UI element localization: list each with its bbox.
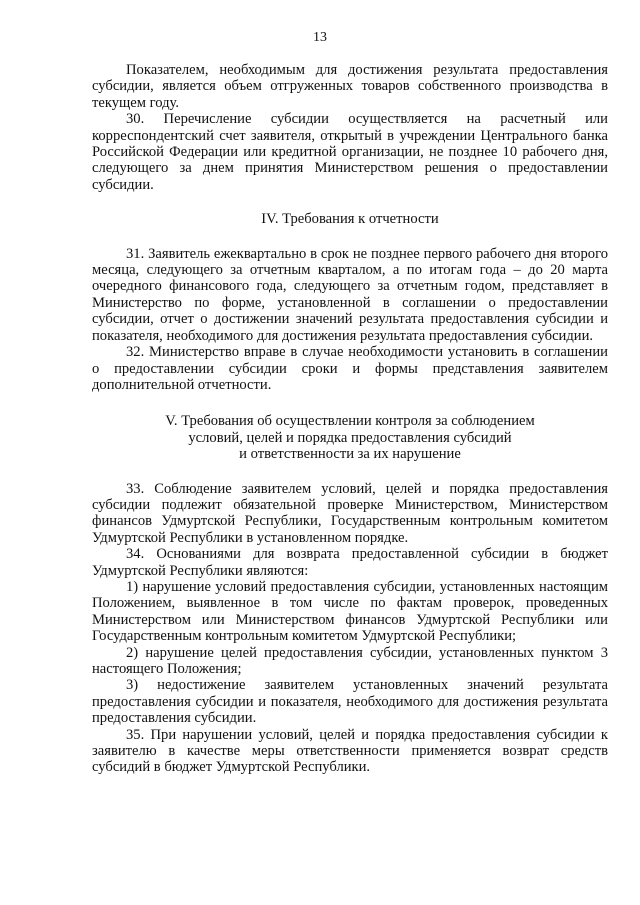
page-number: 13	[313, 30, 327, 45]
section-5-heading-line-3: и ответственности за их нарушение	[239, 446, 461, 463]
paragraph-33: 33. Соблюдение заявителем условий, целей и порядка предоставления субсидии подлежит обязательной проверке Министерством, Министерством финансов Удмуртской Республики, Государственным контрольным комитетом Удмуртской Республики в установленном порядке.	[92, 480, 608, 546]
paragraph-31: 31. Заявитель ежеквартально в срок не позднее первого рабочего дня второго месяца, следующего за отчетным кварталом, а по итогам года – до 20 марта очередного финансового года, следующего за отчетным годом, представляет в Министерство по форме, установленной в соглашении о предоставлении субсидии, отчет о достижении значений результата предоставления субсидии и показателя, необходимого для достижения результата предоставления субсидии.	[92, 245, 608, 344]
paragraph-34-item-3: 3) недостижение заявителем установленных значений результата предоставления субсидии и показателя, необходимого для достижения результата предоставления субсидии.	[92, 677, 608, 727]
paragraph-34-item-2: 2) нарушение целей предоставления субсидии, установленных пунктом 3 настоящего Положения;	[92, 644, 608, 677]
section-5-heading-line-1: V. Требования об осуществлении контроля за соблюдением	[165, 413, 535, 430]
paragraph-32: 32. Министерство вправе в случае необходимости установить в соглашении о предоставлении субсидии сроки и формы представления заявителем дополнительной отчетности.	[92, 344, 608, 393]
paragraph-34-item-1: 1) нарушение условий предоставления субсидии, установленных настоящим Положением, выявленное в том числе по фактам проверок, проведенных Министерством или Министерством финансов Удмуртской Республики или Государственным контрольным комитетом Удмуртской Республики;	[92, 578, 608, 645]
paragraph-35: 35. При нарушении условий, целей и порядка предоставления субсидии к заявителю в качестве меры ответственности применяется возврат средств субсидий в бюджет Удмуртской Республики.	[92, 726, 608, 776]
section-5-heading-line-2: условий, целей и порядка предоставления субсидий	[188, 429, 512, 446]
section-4-heading: IV. Требования к отчетности	[261, 211, 439, 228]
section-5-heading	[92, 413, 608, 462]
document-body	[92, 62, 608, 776]
paragraph-indicator: Показателем, необходимым для достижения результата предоставления субсидии, является объем отгруженных товаров собственного производства в текущем году.	[92, 62, 608, 111]
paragraph-30: 30. Перечисление субсидии осуществляется на расчетный или корреспондентский счет заявителя, открытый в учреждении Центрального банка Российской Федерации или кредитной организации, не позднее 10 рабочего дня, следующего за днем принятия Министерством решения о предоставлении субсидии.	[92, 111, 608, 193]
paragraph-34: 34. Основаниями для возврата предоставленной субсидии в бюджет Удмуртской Республики являются:	[92, 546, 608, 579]
